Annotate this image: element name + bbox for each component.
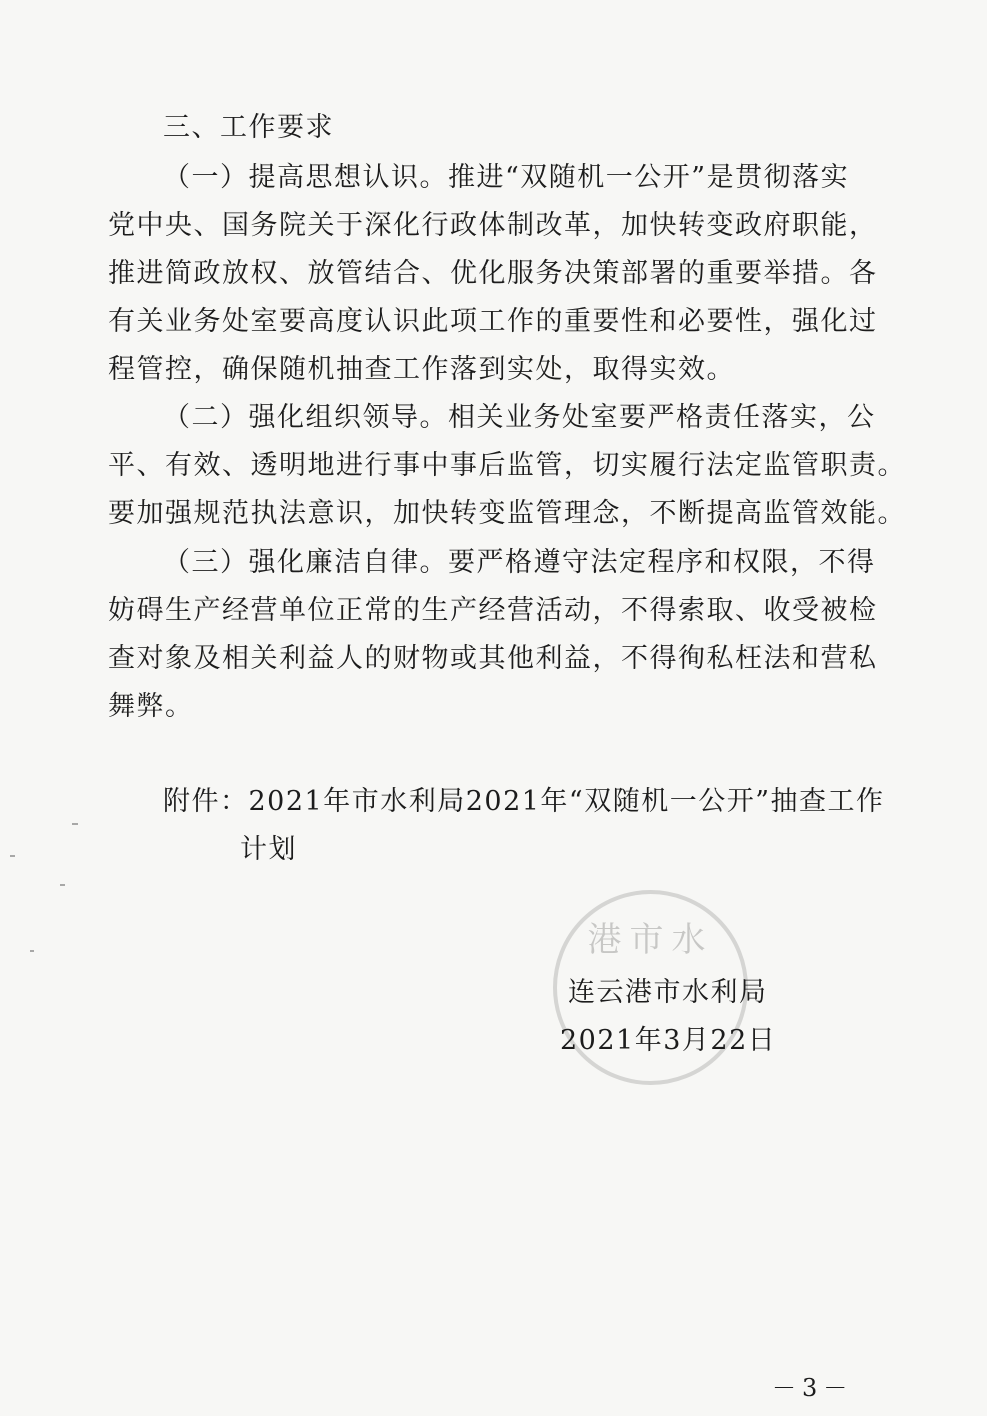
scan-mark xyxy=(72,823,78,825)
attachment-line2: 计划 xyxy=(240,834,297,865)
para3-line1: （三）强化廉洁自律。要严格遵守法定程序和权限，不得 xyxy=(163,547,876,578)
para1-line2: 党中央、国务院关于深化行政体制改革，加快转变政府职能， xyxy=(108,210,878,241)
para1-line5: 程管控，确保随机抽查工作落到实处，取得实效。 xyxy=(108,354,735,385)
signature-org: 连云港市水利局 xyxy=(568,977,768,1008)
seal-text: 港市水 xyxy=(587,920,714,960)
page-number: －3－ xyxy=(772,1374,854,1402)
scan-mark xyxy=(30,950,34,952)
para2-line1: （二）强化组织领导。相关业务处室要严格责任落实，公 xyxy=(163,402,876,433)
signature-date: 2021年3月22日 xyxy=(560,1025,777,1056)
para2-line2: 平、有效、透明地进行事中事后监管，切实履行法定监管职责。 xyxy=(108,450,906,481)
para1-line3: 推进简政放权、放管结合、优化服务决策部署的重要举措。各 xyxy=(108,258,878,289)
para1-line4: 有关业务处室要高度认识此项工作的重要性和必要性，强化过 xyxy=(108,306,878,337)
para1-line1: （一）提高思想认识。推进“双随机一公开”是贯彻落实 xyxy=(163,162,850,193)
scan-mark xyxy=(60,884,65,886)
para3-line4: 舞弊。 xyxy=(108,691,194,722)
section-heading: 三、工作要求 xyxy=(163,112,334,143)
attachment-line1: 附件：2021年市水利局2021年“双随机一公开”抽查工作 xyxy=(163,786,885,817)
para3-line2: 妨碍生产经营单位正常的生产经营活动，不得索取、收受被检 xyxy=(108,595,878,626)
para3-line3: 查对象及相关利益人的财物或其他利益，不得徇私枉法和营私 xyxy=(108,643,878,674)
para2-line3: 要加强规范执法意识，加快转变监管理念，不断提高监管效能。 xyxy=(108,498,906,529)
scan-mark xyxy=(10,855,15,857)
